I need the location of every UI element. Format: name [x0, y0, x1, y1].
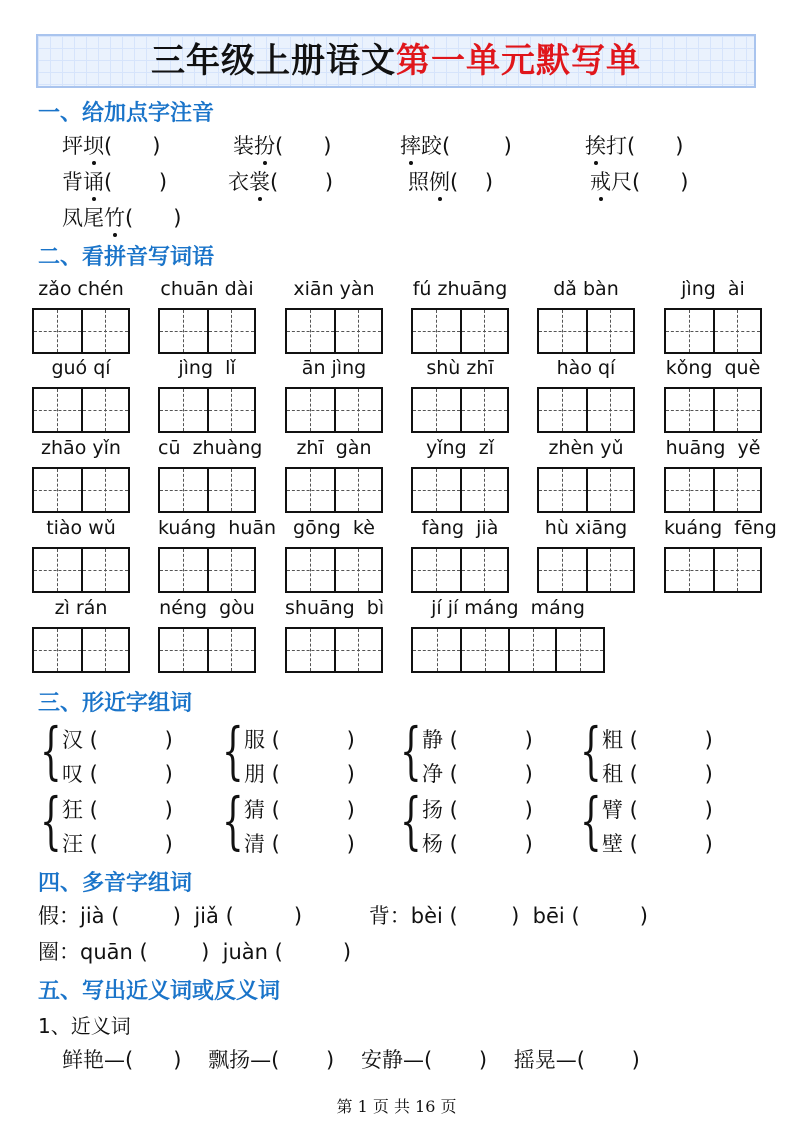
grid-cell: [508, 629, 556, 671]
grid-cell: [287, 310, 334, 352]
section-2-heading: 二、看拼音写词语: [38, 244, 215, 270]
grid-cell: [207, 310, 254, 352]
brace-icon: {: [40, 714, 62, 787]
writing-grid: [285, 387, 383, 433]
pinyin-label: shuāng bì: [285, 597, 385, 619]
s3-char: 臂: [602, 798, 623, 822]
s1-char: 打: [606, 134, 627, 158]
pinyin-label: huāng yě: [665, 437, 761, 459]
s1-dotted-char: 诵: [83, 166, 104, 196]
writing-grid: [285, 467, 383, 513]
s1-char: 尺: [611, 170, 632, 194]
s3-blank: ( ): [265, 762, 355, 786]
grid-cell: [539, 310, 586, 352]
s3-blank: ( ): [623, 798, 713, 822]
s3-char: 汉: [62, 728, 83, 752]
brace-icon: {: [400, 714, 422, 787]
s3-item: [602, 758, 713, 788]
pinyin-label: ān jìng: [301, 357, 367, 379]
pinyin-label: kuáng huān: [158, 517, 277, 539]
s3-char: 壁: [602, 832, 623, 856]
s1-dotted-char: 例: [429, 166, 450, 196]
writing-grid: [158, 387, 256, 433]
grid-cell: [413, 389, 460, 431]
writing-grid: [664, 387, 762, 433]
s1-item: [228, 166, 333, 196]
writing-grid: [32, 467, 130, 513]
s1-dotted-char: 挨: [585, 130, 606, 160]
s3-blank: ( ): [83, 728, 173, 752]
grid-cell: [460, 310, 507, 352]
writing-grid: [537, 467, 635, 513]
pinyin-label: zǎo chén: [38, 278, 124, 300]
grid-cell: [666, 549, 713, 591]
s3-blank: ( ): [83, 798, 173, 822]
writing-grid: [32, 387, 130, 433]
pinyin-label: zì rán: [54, 597, 108, 619]
s1-char: 衣: [228, 170, 249, 194]
s1-blank: ( ): [450, 170, 494, 194]
s3-blank: ( ): [623, 728, 713, 752]
s3-char: 汪: [62, 832, 83, 856]
s3-blank: ( ): [83, 762, 173, 786]
s3-char: 清: [244, 832, 265, 856]
writing-grid: [285, 308, 383, 354]
s3-char: 扬: [422, 798, 443, 822]
s3-item: [244, 758, 355, 788]
writing-grid: [537, 387, 635, 433]
grid-cell: [34, 310, 81, 352]
s1-dotted-char: 扮: [254, 130, 275, 160]
s3-blank: ( ): [265, 728, 355, 752]
grid-cell: [334, 310, 381, 352]
s3-item: [244, 794, 355, 824]
s3-blank: ( ): [443, 832, 533, 856]
grid-cell: [413, 629, 460, 671]
s1-blank: ( ): [275, 134, 332, 158]
grid-cell: [460, 469, 507, 511]
grid-cell: [160, 310, 207, 352]
grid-cell: [460, 549, 507, 591]
writing-grid: [537, 308, 635, 354]
grid-cell: [81, 389, 128, 431]
pinyin-label: dǎ bàn: [553, 278, 619, 300]
grid-cell: [207, 389, 254, 431]
pinyin-label: hù xiāng: [544, 517, 628, 539]
synonym-line: 鲜艳—( ) 飘扬—( ) 安静—( ) 摇晃—( ): [62, 1048, 640, 1072]
section-3-heading: 三、形近字组词: [38, 690, 193, 716]
pinyin-label: xiān yàn: [293, 278, 375, 300]
brace-icon: {: [580, 714, 602, 787]
s1-blank: ( ): [125, 206, 182, 230]
writing-grid: [158, 308, 256, 354]
s1-item: [590, 166, 688, 196]
s1-blank: ( ): [104, 170, 168, 194]
brace-icon: {: [580, 784, 602, 857]
s1-blank: ( ): [632, 170, 689, 194]
grid-cell: [207, 629, 254, 671]
title-grade: 三年级上册语文: [151, 41, 396, 81]
s1-item: [62, 166, 167, 196]
writing-grid: [411, 308, 509, 354]
pinyin-label: cū zhuàng: [158, 437, 263, 459]
s3-item: [602, 828, 713, 858]
s1-char: 背: [62, 170, 83, 194]
pinyin-label: jìng ài: [681, 278, 745, 300]
grid-cell: [81, 549, 128, 591]
s3-char: 朋: [244, 762, 265, 786]
grid-cell: [287, 389, 334, 431]
s1-char: 照: [408, 170, 429, 194]
pinyin-label: yǐng zǐ: [426, 437, 494, 459]
grid-cell: [713, 469, 760, 511]
writing-grid: [32, 308, 130, 354]
section-4-heading: 四、多音字组词: [38, 870, 193, 896]
grid-cell: [34, 549, 81, 591]
pinyin-label: chuān dài: [160, 278, 254, 300]
s1-item: [408, 166, 493, 196]
grid-cell: [207, 549, 254, 591]
s3-item: [62, 828, 173, 858]
grid-cell: [334, 389, 381, 431]
pinyin-label: guó qí: [51, 357, 111, 379]
s1-item: [585, 130, 683, 160]
writing-grid: [411, 547, 509, 593]
s1-blank: ( ): [104, 134, 161, 158]
grid-cell: [586, 389, 633, 431]
polyphone-line-2: 圈：quān ( ) juàn ( ): [38, 940, 352, 964]
grid-cell: [160, 469, 207, 511]
grid-cell: [334, 629, 381, 671]
grid-cell: [413, 469, 460, 511]
s1-dotted-char: 竹: [104, 202, 125, 232]
grid-cell: [413, 310, 460, 352]
pinyin-label: shù zhī: [426, 357, 494, 379]
s3-item: [422, 794, 533, 824]
pinyin-label: zhī gàn: [296, 437, 372, 459]
grid-cell: [287, 469, 334, 511]
s1-blank: ( ): [627, 134, 684, 158]
s1-blank: ( ): [442, 134, 512, 158]
grid-cell: [713, 310, 760, 352]
grid-cell: [586, 549, 633, 591]
writing-grid: [158, 627, 256, 673]
pinyin-label: gōng kè: [293, 517, 375, 539]
grid-cell: [34, 469, 81, 511]
s3-item: [602, 794, 713, 824]
pinyin-label: néng gòu: [159, 597, 255, 619]
grid-cell: [413, 549, 460, 591]
grid-cell: [586, 469, 633, 511]
s3-item: [244, 724, 355, 754]
page-title: [36, 34, 756, 88]
writing-grid: [664, 547, 762, 593]
pinyin-label: hào qí: [556, 357, 616, 379]
s3-char: 服: [244, 728, 265, 752]
polyphone-line-1: 假：jià ( ) jiǎ ( ) 背：bèi ( ) bēi ( ): [38, 904, 648, 928]
s3-item: [62, 724, 173, 754]
writing-grid: [411, 467, 509, 513]
s3-blank: ( ): [443, 728, 533, 752]
s3-blank: ( ): [83, 832, 173, 856]
s3-char: 静: [422, 728, 443, 752]
grid-cell: [334, 469, 381, 511]
s3-char: 租: [602, 762, 623, 786]
s3-char: 叹: [62, 762, 83, 786]
s1-dotted-char: 摔: [400, 130, 421, 160]
writing-grid: [664, 467, 762, 513]
grid-cell: [81, 469, 128, 511]
s1-dotted-char: 戒: [590, 166, 611, 196]
s3-char: 狂: [62, 798, 83, 822]
s3-blank: ( ): [265, 832, 355, 856]
s1-char: 坪: [62, 134, 83, 158]
writing-grid: [158, 547, 256, 593]
s3-blank: ( ): [623, 762, 713, 786]
grid-cell: [539, 389, 586, 431]
writing-grid: [32, 627, 130, 673]
pinyin-label: kuáng fēng: [664, 517, 777, 539]
s3-char: 粗: [602, 728, 623, 752]
grid-cell: [713, 549, 760, 591]
s1-char: 凤尾: [62, 206, 104, 230]
grid-cell: [160, 549, 207, 591]
s3-item: [422, 724, 533, 754]
grid-cell: [81, 629, 128, 671]
s1-item: [233, 130, 331, 160]
writing-grid: [411, 627, 605, 673]
writing-grid: [537, 547, 635, 593]
grid-cell: [207, 469, 254, 511]
grid-cell: [287, 549, 334, 591]
grid-cell: [666, 310, 713, 352]
s3-blank: ( ): [265, 798, 355, 822]
grid-cell: [586, 310, 633, 352]
grid-cell: [713, 389, 760, 431]
s1-item: [62, 130, 160, 160]
s1-item: [62, 202, 181, 232]
grid-cell: [666, 469, 713, 511]
synonym-subheading: 1、近义词: [38, 1014, 131, 1038]
s3-char: 净: [422, 762, 443, 786]
grid-cell: [34, 389, 81, 431]
pinyin-label: zhāo yǐn: [41, 437, 121, 459]
pinyin-label: kǒng què: [665, 357, 761, 379]
grid-cell: [460, 389, 507, 431]
s3-item: [62, 794, 173, 824]
pinyin-label: fú zhuāng: [412, 278, 508, 300]
grid-cell: [287, 629, 334, 671]
s1-char: 装: [233, 134, 254, 158]
grid-cell: [334, 549, 381, 591]
s3-char: 杨: [422, 832, 443, 856]
writing-grid: [664, 308, 762, 354]
pinyin-label: zhèn yǔ: [548, 437, 624, 459]
brace-icon: {: [222, 714, 244, 787]
s3-char: 猜: [244, 798, 265, 822]
grid-cell: [460, 629, 508, 671]
brace-icon: {: [400, 784, 422, 857]
grid-cell: [539, 469, 586, 511]
pinyin-label: jìng lǐ: [178, 357, 236, 379]
grid-cell: [539, 549, 586, 591]
grid-cell: [160, 389, 207, 431]
s3-blank: ( ): [623, 832, 713, 856]
section-1-heading: 一、给加点字注音: [38, 100, 215, 126]
s1-char: 跤: [421, 134, 442, 158]
page-number: 第 1 页 共 16 页: [336, 1097, 457, 1116]
s3-item: [422, 758, 533, 788]
grid-cell: [34, 629, 81, 671]
title-unit: 第一单元默写单: [396, 41, 641, 81]
brace-icon: {: [222, 784, 244, 857]
grid-cell: [555, 629, 603, 671]
brace-icon: {: [40, 784, 62, 857]
pinyin-label: jí jí máng máng: [431, 597, 585, 619]
s1-dotted-char: 坝: [83, 130, 104, 160]
section-5-heading: 五、写出近义词或反义词: [38, 978, 281, 1004]
s3-item: [602, 724, 713, 754]
s1-item: [400, 130, 512, 160]
writing-grid: [411, 387, 509, 433]
grid-cell: [81, 310, 128, 352]
s1-blank: ( ): [270, 170, 334, 194]
s3-item: [244, 828, 355, 858]
pinyin-label: fàng jià: [421, 517, 499, 539]
grid-cell: [160, 629, 207, 671]
s3-item: [422, 828, 533, 858]
s3-blank: ( ): [443, 798, 533, 822]
s1-dotted-char: 裳: [249, 166, 270, 196]
writing-grid: [285, 547, 383, 593]
writing-grid: [32, 547, 130, 593]
s3-blank: ( ): [443, 762, 533, 786]
grid-cell: [666, 389, 713, 431]
writing-grid: [158, 467, 256, 513]
writing-grid: [285, 627, 383, 673]
pinyin-label: tiào wǔ: [46, 517, 116, 539]
s3-item: [62, 758, 173, 788]
